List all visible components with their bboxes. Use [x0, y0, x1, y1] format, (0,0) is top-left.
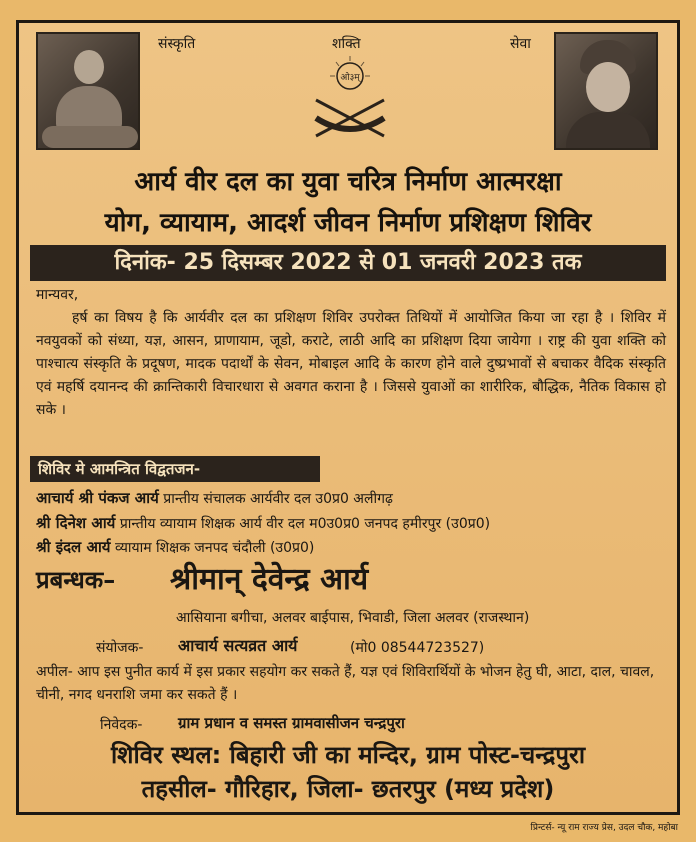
emblem-om-text: ओ३म्	[340, 73, 360, 83]
printer-credit: प्रिन्टर्स- न्यू राम राज्य प्रेस, उदल चौक, महोबा	[530, 823, 678, 833]
date-banner: दिनांक- 25 दिसम्बर 2022 से 01 जनवरी 2023 तक	[30, 245, 666, 281]
emblem-logo	[302, 54, 398, 142]
guest-item	[36, 537, 314, 557]
guest-item	[36, 488, 393, 508]
title-line-2: योग, व्यायाम, आदर्श जीवन निर्माण प्रशिक्षण शिविर	[104, 208, 592, 238]
venue-line-2: तहसील- गौरिहार, जिला- छतरपुर (मध्य प्रदेश)	[141, 775, 555, 803]
requester-name: ग्राम प्रधान व समस्त ग्रामवासीजन चन्द्रपुरा	[178, 714, 405, 732]
guest-role: प्रान्तीय व्यायाम शिक्षक आर्य वीर दल म0उ0प्र0 जनपद हमीरपुर (उ0प्र0)	[119, 516, 491, 532]
title-line-1: आर्य वीर दल का युवा चरित्र निर्माण आत्मरक्षा	[134, 167, 562, 197]
coordinator-name: आचार्य सत्यव्रत आर्य	[178, 636, 298, 655]
guest-role: प्रान्तीय संचालक आर्यवीर दल उ0प्र0 अलीगढ़	[163, 491, 393, 507]
appeal-text: अपील- आप इस पुनीत कार्य में इस प्रकार सहयोग कर सकते हैं, यज्ञ एवं शिविरार्थियों के भोजन हेतु घी, आटा, दाल, चावल, चीनी, नगद धनराशि जमा कर सकते हैं ।	[36, 664, 655, 703]
motto-service: सेवा	[510, 36, 531, 52]
motto-culture: संस्कृति	[158, 36, 196, 52]
coordinator-phone: (मो0 08544723527)	[350, 640, 485, 656]
guest-item	[36, 513, 490, 533]
requester-label: निवेदक-	[100, 717, 143, 733]
guest-role: व्यायाम शिक्षक जनपद चंदौली (उ0प्र0)	[114, 540, 315, 556]
coordinator-label: संयोजक-	[96, 640, 144, 656]
portrait-left	[36, 32, 140, 150]
guest-name: श्री दिनेश आर्य	[36, 514, 116, 532]
letter-paragraph: हर्ष का विषय है कि आर्यवीर दल का प्रशिक्षण शिविर उपरोक्त तिथियों में आयोजित किया जा रहा है । शिविर में नवयुवकों को संध्या, यज्ञ, आसन, प्राणायाम, जूडो, कराटे, लाठी आदि का प्रशिक्षण दिया जायेगा । राष्ट्र की युवा शक्ति को पाश्चात्य संस्कृति के प्रदूषण, मादक पदार्थों के सेवन, मोबाइल आदि के कारण होने वाले दुष्प्रभावों से बचाकर वैदिक संस्कृति एवं महर्षि दयानन्द की क्रान्तिकारी विचारधारा से अवगत कराना है । जिससे युवाओं का शारीरिक, बौद्धिक, नैतिक विकास हो सके ।	[36, 310, 666, 418]
manager-label: प्रबन्धक–	[36, 566, 116, 594]
salutation: मान्यवर,	[36, 287, 79, 303]
manager-address: आसियाना बगीचा, अलवर बाईपास, भिवाडी, जिला अलवर (राजस्थान)	[176, 610, 530, 626]
guest-name: श्री इंदल आर्य	[36, 538, 111, 556]
guest-name: आचार्य श्री पंकज आर्य	[36, 489, 159, 507]
guests-heading: शिविर मे आमन्त्रित विद्वतजन-	[30, 456, 320, 482]
venue-line-1: शिविर स्थल: बिहारी जी का मन्दिर, ग्राम पोस्ट-चन्द्रपुरा	[110, 741, 586, 769]
portrait-right	[554, 32, 658, 150]
motto-strength: शक्ति	[332, 36, 361, 52]
manager-name: श्रीमान् देवेन्द्र आर्य	[170, 562, 369, 597]
